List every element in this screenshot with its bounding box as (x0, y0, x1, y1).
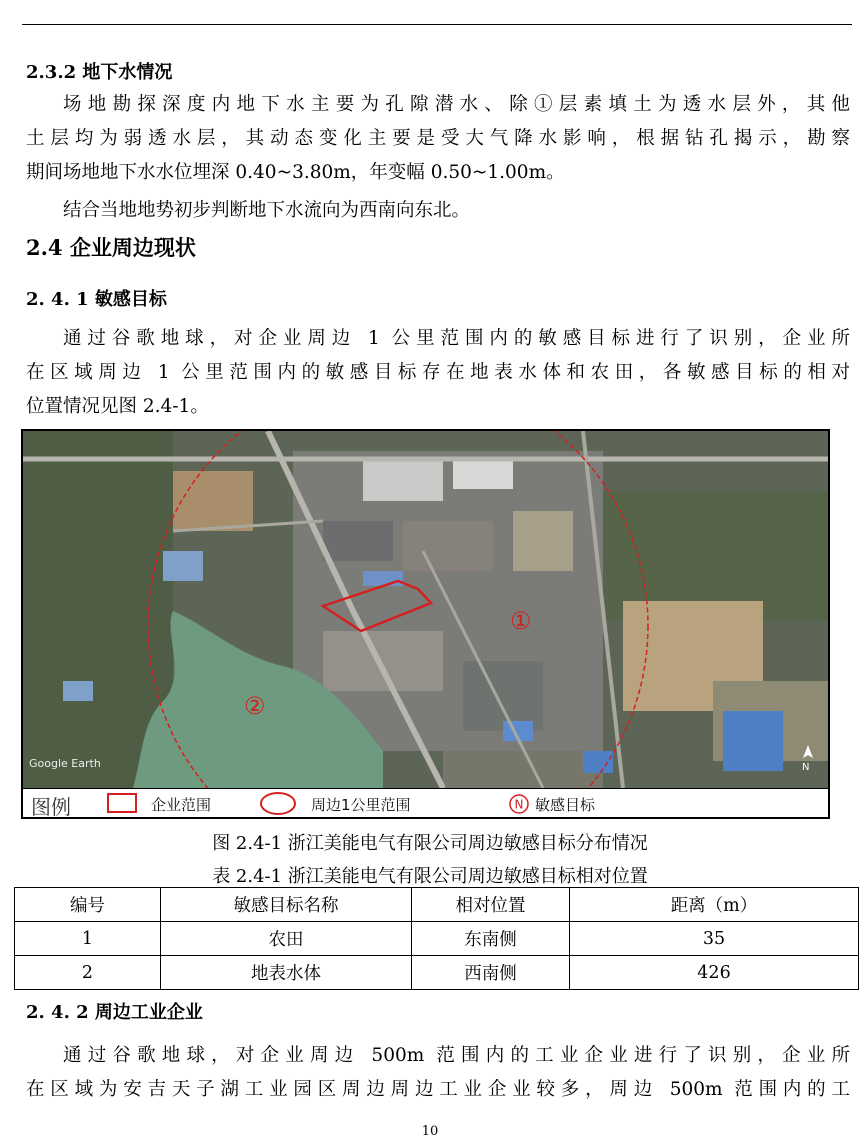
north-label: N (802, 762, 810, 773)
paragraph-line: 期间场地地下水水位埋深 0.40~3.80m，年变幅 0.50~1.00m。 (26, 162, 565, 183)
map-label-water-body: ② (244, 692, 266, 720)
figure-caption: 图 2.4-1 浙江美能电气有限公司周边敏感目标分布情况 (212, 833, 648, 854)
legend-enterprise-range: 企业范围 (151, 796, 212, 814)
paragraph-sensitive-targets (26, 322, 850, 424)
table-cell: 1 (15, 922, 161, 956)
header-cell: 敏感目标名称 (161, 888, 412, 922)
table-cell: 农田 (161, 922, 412, 956)
legend-target-icon (507, 793, 531, 815)
table-cell: 35 (570, 922, 859, 956)
header-cell: 相对位置 (412, 888, 570, 922)
paragraph-line: 位置情况见图 2.4-1。 (26, 396, 209, 417)
paragraph-line: 土层均为弱透水层，其动态变化主要是受大气降水影响，根据钻孔揭示，勘察 (26, 128, 850, 149)
legend-circle-icon (258, 791, 298, 816)
heading-2-4: 2.4 企业周边现状 (26, 235, 196, 260)
table-header-row (15, 888, 859, 922)
table-title: 表 2.4-1 浙江美能电气有限公司周边敏感目标相对位置 (212, 866, 648, 887)
google-earth-watermark: Google Earth (29, 757, 101, 770)
legend-title: 图例 (31, 795, 71, 819)
paragraph-line: 通过谷歌地球，对企业周边 1 公里范围内的敏感目标进行了识别，企业所 (63, 328, 850, 349)
sensitive-targets-table (14, 887, 859, 990)
map-legend (23, 788, 828, 818)
paragraph-groundwater (26, 88, 850, 190)
satellite-map (23, 431, 828, 788)
legend-one-km-range: 周边1公里范围 (311, 796, 411, 814)
header-cell: 编号 (15, 888, 161, 922)
paragraph-flow-direction: 结合当地地势初步判断地下水流向为西南向东北。 (63, 200, 471, 221)
heading-2-3-2: 2.3.2 地下水情况 (26, 62, 173, 83)
heading-2-4-1: 2. 4. 1 敏感目标 (26, 289, 167, 310)
legend-square-icon (106, 792, 138, 814)
paragraph-industrial-enterprises (26, 1039, 850, 1107)
page-number: 10 (421, 1124, 439, 1139)
paragraph-line: 在区域周边 1 公里范围内的敏感目标存在地表水体和农田，各敏感目标的相对 (26, 362, 850, 383)
paragraph-line: 场地勘探深度内地下水主要为孔隙潜水、除①层素填土为透水层外，其他 (63, 94, 850, 115)
heading-2-4-2: 2. 4. 2 周边工业企业 (26, 1002, 203, 1023)
table-cell: 2 (15, 956, 161, 990)
header-cell: 距离（m） (570, 888, 859, 922)
table-row (15, 956, 859, 990)
table-cell: 西南侧 (412, 956, 570, 990)
table-cell: 426 (570, 956, 859, 990)
header-rule (22, 24, 852, 25)
paragraph-line: 在区域为安吉天子湖工业园区周边周边工业企业较多，周边 500m 范围内的工 (26, 1079, 850, 1100)
paragraph-line: 通过谷歌地球，对企业周边 500m 范围内的工业企业进行了识别，企业所 (63, 1045, 850, 1066)
table-cell: 地表水体 (161, 956, 412, 990)
legend-sensitive-target: 敏感目标 (535, 796, 596, 814)
table-cell: 东南侧 (412, 922, 570, 956)
map-label-farmland: ① (510, 607, 532, 635)
satellite-map-figure (21, 429, 830, 819)
legend-target-letter: N (514, 797, 524, 812)
table-row (15, 922, 859, 956)
